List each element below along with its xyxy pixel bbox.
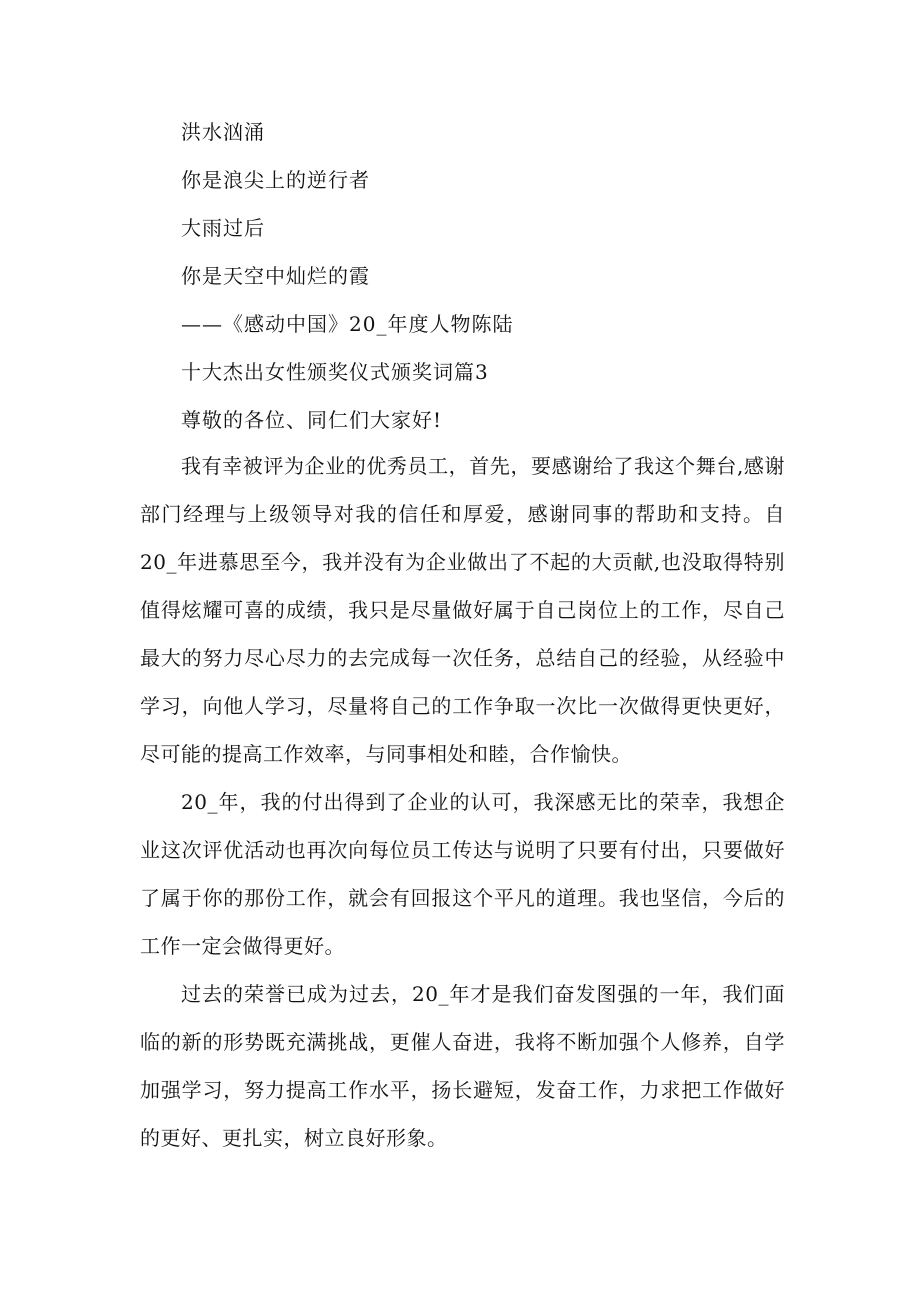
poem-attribution: ——《感动中国》20_年度人物陈陆: [181, 312, 514, 336]
section-title: 十大杰出女性颁奖仪式颁奖词篇3: [181, 360, 489, 384]
poem-line-2: 你是浪尖上的逆行者: [181, 168, 370, 192]
poem-line-4: 你是天空中灿烂的霞: [181, 264, 370, 288]
poem-line-3: 大雨过后: [181, 216, 265, 240]
paragraph-2: 20_年，我的付出得到了企业的认可，我深感无比的荣幸，我想企业这次评优活动也再次向每位员工传达与说明了只要有付出，只要做好了属于你的那份工作，就会有回报这个平凡的道理。我也坚信，今后的工作一定会做得更好。: [140, 790, 785, 958]
greeting: 尊敬的各位、同仁们大家好!: [181, 408, 443, 432]
paragraph-3: 过去的荣誉已成为过去，20_年才是我们奋发图强的一年，我们面临的新的形势既充满挑战，更催人奋进，我将不断加强个人修养，自学加强学习，努力提高工作水平，扬长避短，发奋工作，力求把工作做好的更好、更扎实，树立良好形象。: [140, 982, 785, 1150]
paragraph-1: 我有幸被评为企业的优秀员工，首先，要感谢给了我这个舞台,感谢部门经理与上级领导对我的信任和厚爱，感谢同事的帮助和支持。自20_年进慕思至今，我并没有为企业做出了不起的大贡献,也没取得特别值得炫耀可喜的成绩，我只是尽量做好属于自己岗位上的工作，尽自己最大的努力尽心尽力的去完成每一次任务，总结自己的经验，从经验中学习，向他人学习，尽量将自己的工作争取一次比一次做得更快更好，尽可能的提高工作效率，与同事相处和睦，合作愉快。: [140, 454, 785, 766]
poem-line-1: 洪水汹涌: [181, 120, 265, 144]
